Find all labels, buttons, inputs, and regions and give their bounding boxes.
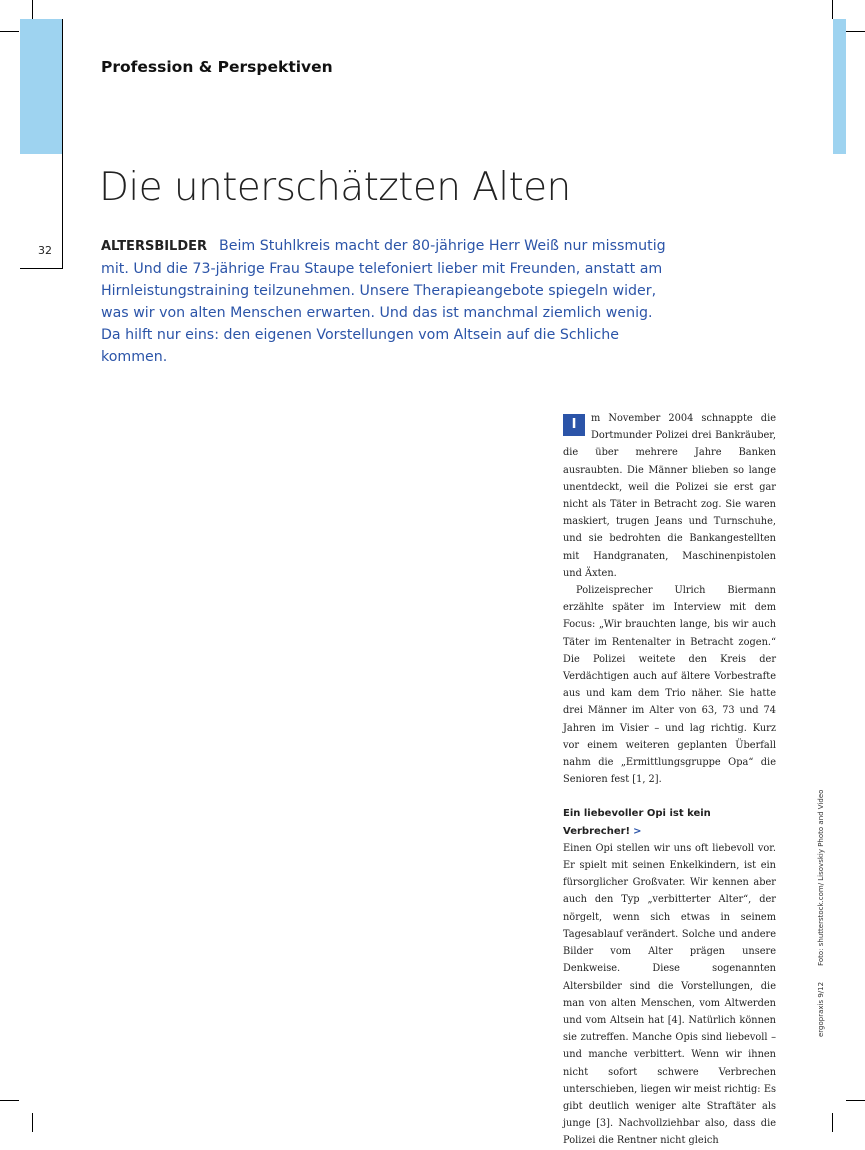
page-number-rule-vertical [62, 19, 63, 269]
section-label: Profession & Perspektiven [101, 58, 333, 76]
article-lead [101, 235, 673, 368]
body-paragraph-3: Einen Opi stellen wir uns oft liebevoll vor. Er spielt mit seinen Enkelkindern, ist ein fürsorglicher Großvater. Wir kennen aber auch den Typ „verbitterter Alter“, der nörgelt, wenn sich etwas in seinem Tagesablauf verändert. Solche und andere Bilder vom Alter prägen unsere Denkweise. Diese sogenannten Altersbilder sind die Vorstellungen, die man von alten Menschen, vom Altwerden und vom Altsein hat [4]. Natürlich können sie zutreffen. Manche Opis sind liebevoll – und manche verbittert. Wenn wir ihnen nicht sofort schwere Verbrechen unterschieben, liegen wir meist richtig: Es gibt deutlich weniger alte Straftäter als junge [3]. Nachvollziehbar also, dass die Polizei die Rentner nicht gleich [563, 842, 776, 1147]
paragraph-1-text: m November 2004 schnappte die Dortmunder Polizei drei Bankräuber, die über mehrere Jahre Banken ausraubten. Die Männer blieben so lange unentdeckt, weil die Polizei sie erst gar nicht als Täter in Betracht zog. Sie waren maskiert, trugen Jeans und Turnschuhe, und sie bedrohten die Bankangestellten mit Handgranaten, Maschinenpistolen und Äxten. [563, 413, 776, 579]
body-paragraph-1 [563, 410, 776, 582]
crop-mark-bottom-left-horizontal [0, 1100, 19, 1101]
body-paragraph-2: Polizeisprecher Ulrich Biermann erzählte später im Interview mit dem Focus: „Wir brauchten lange, bis wir auch Täter im Rentenalter in Betracht zogen.“ Die Polizei weitete den Kreis der Verdächtigen auch auf ältere Vorbestrafte aus und kam dem Trio näher. Sie hatte drei Männer im Alter von 63, 73 und 74 Jahren im Visier – und lag richtig. Kurz vor einem weiteren geplanten Überfall nahm die „Ermittlungsgruppe Opa“ die Senioren fest [1, 2]. [563, 585, 776, 786]
crop-mark-top-left-vertical [32, 0, 33, 19]
page-number: 32 [38, 244, 52, 257]
journal-issue: ergopraxis 9/12 [817, 981, 825, 1037]
lead-text: Beim Stuhlkreis macht der 80-jährige Herr Weiß nur missmutig mit. Und die 73-jährige Frau Staupe telefoniert lieber mit Freunden, anstatt am Hirnleistungstraining teilzunehmen. Unsere Therapieangebote spiegeln wider, was wir von alten Menschen erwarten. Und das ist manchmal ziemlich wenig. Da hilft nur eins: den eigenen Vorstellungen vom Altsein auf die Schliche kommen. [101, 238, 666, 365]
subheading-text: Ein liebevoller Opi ist kein Verbrecher! [563, 808, 711, 837]
article-headline: Die unterschätzten Alten [99, 165, 571, 210]
photo-credit: Foto: shutterstock.com/ Lisovskiy Photo and Video [817, 789, 825, 966]
drop-cap: I [563, 414, 585, 436]
crop-mark-top-left-horizontal [0, 31, 19, 32]
crop-mark-bottom-right-vertical [832, 1113, 833, 1132]
page-number-rule-horizontal [20, 268, 63, 269]
crop-mark-bottom-left-vertical [32, 1113, 33, 1132]
crop-mark-top-right-vertical [832, 0, 833, 19]
subheading-arrow-icon: > [633, 825, 642, 837]
body-subheading [563, 805, 776, 839]
body-column [563, 410, 776, 1150]
right-blue-bar [833, 19, 846, 154]
crop-mark-top-right-horizontal [846, 31, 865, 32]
crop-mark-bottom-right-horizontal [846, 1100, 865, 1101]
left-blue-bar [20, 19, 62, 154]
margin-note [817, 790, 825, 1037]
lead-kicker: ALTERSBILDER [101, 239, 208, 254]
